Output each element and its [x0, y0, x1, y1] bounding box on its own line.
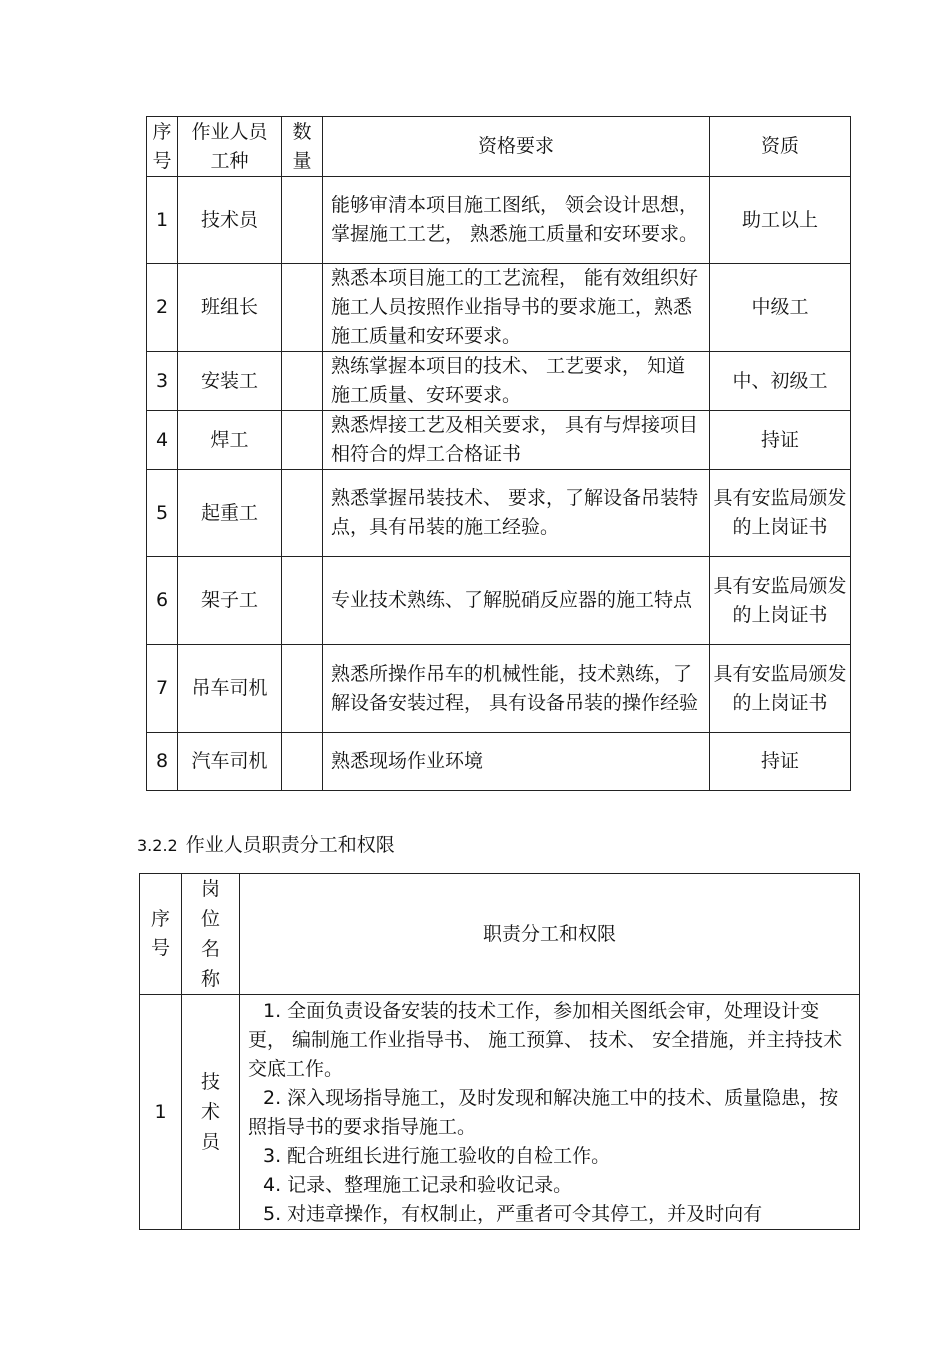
duty-item: 5. 对违章操作，有权制止，严重者可令其停工，并及时向有 [263, 1203, 763, 1225]
table-row [147, 177, 851, 264]
row-seq: 6 [147, 557, 178, 645]
row-role: 技术员 [178, 177, 282, 264]
header-requirements: 资格要求 [323, 117, 710, 177]
row-requirements: 熟悉所操作吊车的机械性能，技术熟练，了解设备安装过程， 具有设备吊装的操作经验 [323, 645, 710, 733]
table-row [140, 995, 860, 1230]
row-qty [282, 645, 323, 733]
row-qty [282, 733, 323, 791]
row-qualification: 具有安监局颁发的上岗证书 [710, 557, 851, 645]
table-row [147, 264, 851, 352]
table-row [147, 352, 851, 411]
row-seq: 3 [147, 352, 178, 411]
table-row [147, 411, 851, 470]
row-role: 安装工 [178, 352, 282, 411]
row-qualification: 中级工 [710, 264, 851, 352]
header-seq: 序 号 [140, 874, 182, 995]
row-requirements: 熟悉本项目施工的工艺流程， 能有效组织好施工人员按照作业指导书的要求施工，熟悉施工质量和安环要求。 [323, 264, 710, 352]
table-row [147, 733, 851, 791]
row-seq: 2 [147, 264, 178, 352]
duty-item: 4. 记录、整理施工记录和验收记录。 [263, 1174, 573, 1196]
row-requirements: 熟练掌握本项目的技术、 工艺要求， 知道施工质量、安环要求。 [323, 352, 710, 411]
row-qualification: 中、初级工 [710, 352, 851, 411]
table-row [147, 557, 851, 645]
qualification-table [146, 116, 851, 791]
table-row [147, 645, 851, 733]
header-post: 岗 位 名 称 [182, 874, 240, 995]
row-qty [282, 411, 323, 470]
duties-table [139, 873, 860, 1230]
row-role: 起重工 [178, 470, 282, 557]
row-post: 技 术 员 [182, 995, 240, 1230]
row-qty [282, 177, 323, 264]
duty-item: 1. 全面负责设备安装的技术工作，参加相关图纸会审，处理设计变更， 编制施工作业指导书、 施工预算、 技术、 安全措施，并主持技术交底工作。 [248, 1000, 843, 1080]
row-seq: 7 [147, 645, 178, 733]
row-qty [282, 352, 323, 411]
row-seq: 4 [147, 411, 178, 470]
row-requirements: 熟悉现场作业环境 [323, 733, 710, 791]
row-requirements: 专业技术熟练、了解脱硝反应器的施工特点 [323, 557, 710, 645]
header-seq: 序 号 [147, 117, 178, 177]
row-qty [282, 557, 323, 645]
row-seq: 8 [147, 733, 178, 791]
header-duties: 职责分工和权限 [240, 874, 860, 995]
section-heading [137, 831, 395, 860]
row-qty [282, 264, 323, 352]
table-row [147, 470, 851, 557]
header-qty: 数 量 [282, 117, 323, 177]
row-qualification: 持证 [710, 411, 851, 470]
table-header-row [140, 874, 860, 995]
section-title: 作业人员职责分工和权限 [185, 834, 395, 856]
row-role: 吊车司机 [178, 645, 282, 733]
row-requirements: 熟悉焊接工艺及相关要求， 具有与焊接项目相符合的焊工合格证书 [323, 411, 710, 470]
row-duties [240, 995, 860, 1230]
row-role: 焊工 [178, 411, 282, 470]
row-role: 班组长 [178, 264, 282, 352]
row-seq: 5 [147, 470, 178, 557]
row-requirements: 熟悉掌握吊装技术、 要求，了解设备吊装特点，具有吊装的施工经验。 [323, 470, 710, 557]
row-role: 架子工 [178, 557, 282, 645]
row-seq: 1 [140, 995, 182, 1230]
row-qty [282, 470, 323, 557]
row-qualification: 助工以上 [710, 177, 851, 264]
section-number: 3.2.2 [137, 836, 178, 855]
row-qualification: 具有安监局颁发的上岗证书 [710, 470, 851, 557]
row-qualification: 具有安监局颁发的上岗证书 [710, 645, 851, 733]
header-qualification: 资质 [710, 117, 851, 177]
header-role: 作业人员 工种 [178, 117, 282, 177]
row-role: 汽车司机 [178, 733, 282, 791]
row-qualification: 持证 [710, 733, 851, 791]
row-requirements: 能够审清本项目施工图纸， 领会设计思想，掌握施工工艺， 熟悉施工质量和安环要求。 [323, 177, 710, 264]
table-header-row [147, 117, 851, 177]
duty-item: 2. 深入现场指导施工，及时发现和解决施工中的技术、质量隐患，按照指导书的要求指导施工。 [248, 1087, 839, 1138]
row-seq: 1 [147, 177, 178, 264]
duty-item: 3. 配合班组长进行施工验收的自检工作。 [263, 1145, 611, 1167]
